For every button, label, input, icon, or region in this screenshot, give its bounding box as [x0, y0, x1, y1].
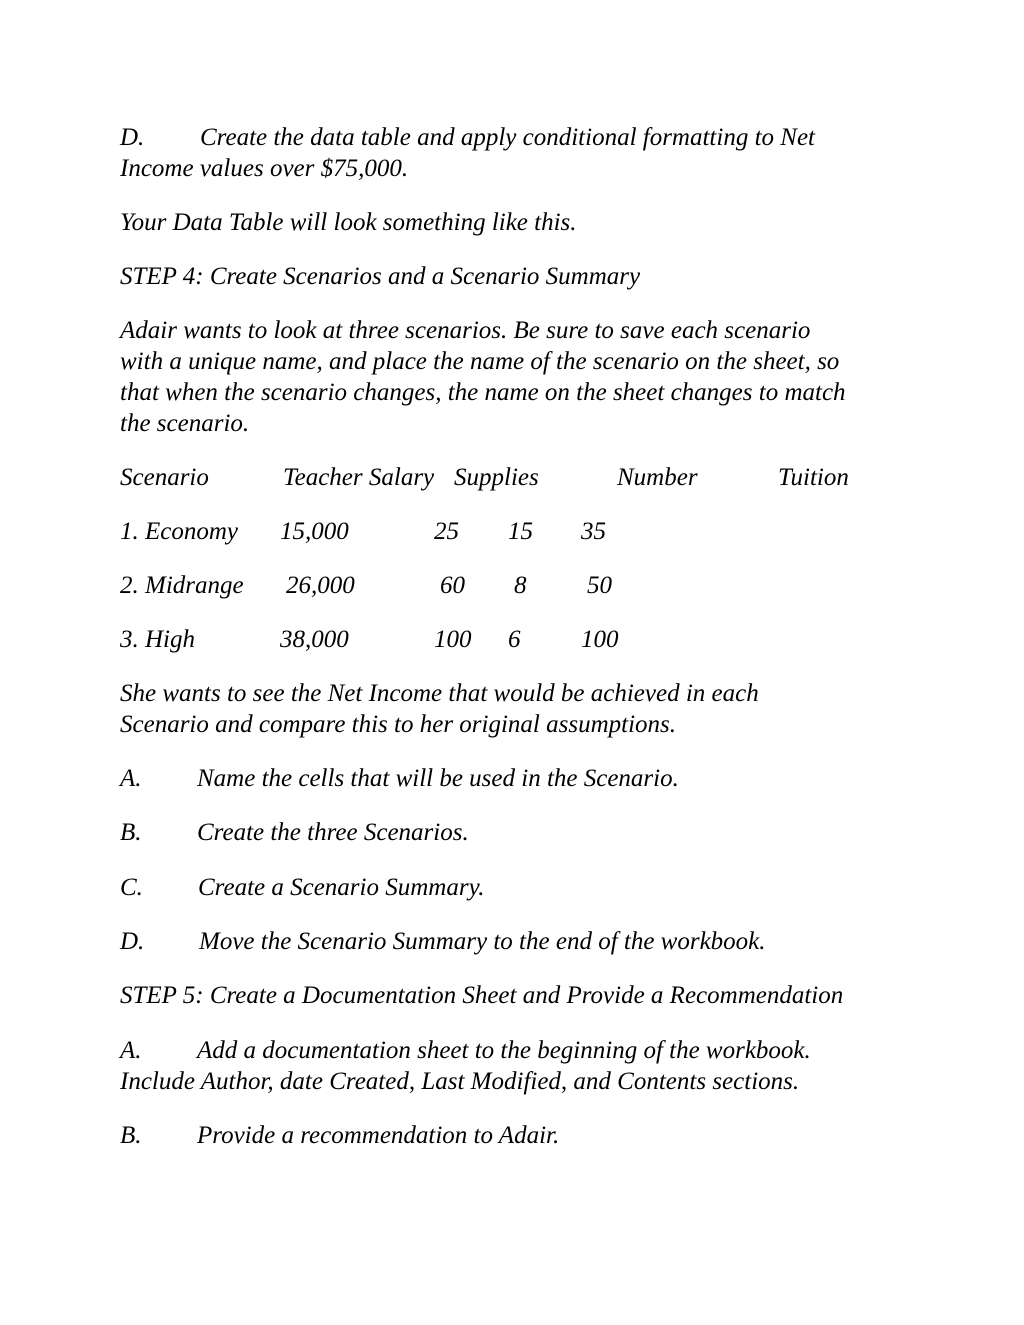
table-cell-supplies: 60 [440, 572, 465, 599]
table-header-teacher-salary: Teacher Salary [283, 464, 435, 491]
step5-item-b-text: Provide a recommendation to Adair. [197, 1122, 560, 1149]
step5-item-b-marker: B. [120, 1122, 142, 1149]
step4-follow-line: Scenario and compare this to her original assumptions. [120, 711, 677, 738]
step4-heading: STEP 4: Create Scenarios and a Scenario Summary [120, 263, 641, 290]
step4-item-c-text: Create a Scenario Summary. [198, 874, 485, 901]
table-cell-teacher-salary: 38,000 [280, 626, 349, 653]
step5-heading: STEP 5: Create a Documentation Sheet and Provide a Recommendation [120, 982, 844, 1009]
table-cell-scenario: 3. High [120, 626, 195, 653]
step5-item-a-text-line1: Add a documentation sheet to the beginning of the workbook. [197, 1037, 811, 1064]
table-header-supplies: Supplies [454, 464, 539, 491]
table-cell-scenario: 1. Economy [120, 518, 239, 545]
step4-item-d-text: Move the Scenario Summary to the end of the workbook. [199, 928, 766, 955]
step4-item-c-marker: C. [120, 874, 143, 901]
step4-follow-line: She wants to see the Net Income that would be achieved in each [120, 680, 759, 707]
table-cell-teacher-salary: 26,000 [286, 572, 355, 599]
step4-item-d-marker: D. [120, 928, 145, 955]
step4-item-b-text: Create the three Scenarios. [197, 819, 469, 846]
step4-intro-line: with a unique name, and place the name of the scenario on the sheet, so [120, 348, 840, 375]
step5-item-a-text-line2: Include Author, date Created, Last Modified, and Contents sections. [120, 1068, 800, 1095]
item-d-text-line2: Income values over $75,000. [120, 155, 409, 182]
table-cell-tuition: 100 [581, 626, 619, 653]
table-cell-number: 15 [508, 518, 533, 545]
step5-item-a-marker: A. [120, 1037, 142, 1064]
table-cell-number: 6 [508, 626, 521, 653]
item-d-text-line1: Create the data table and apply conditional formatting to Net [200, 124, 815, 151]
step4-item-b-marker: B. [120, 819, 142, 846]
step4-item-a-text: Name the cells that will be used in the Scenario. [197, 765, 679, 792]
table-cell-number: 8 [514, 572, 527, 599]
item-d-marker: D. [120, 124, 145, 151]
data-table-note: Your Data Table will look something like this. [120, 209, 577, 236]
step4-intro-line: Adair wants to look at three scenarios. Be sure to save each scenario [120, 317, 811, 344]
table-header-scenario: Scenario [120, 464, 209, 491]
step4-intro-line: the scenario. [120, 410, 250, 437]
table-header-number: Number [617, 464, 698, 491]
table-cell-supplies: 25 [434, 518, 459, 545]
step4-intro-line: that when the scenario changes, the name on the sheet changes to match [120, 379, 846, 406]
step4-item-a-marker: A. [120, 765, 142, 792]
table-cell-teacher-salary: 15,000 [280, 518, 349, 545]
table-cell-scenario: 2. Midrange [120, 572, 244, 599]
table-cell-supplies: 100 [434, 626, 472, 653]
table-cell-tuition: 35 [581, 518, 606, 545]
table-header-tuition: Tuition [778, 464, 849, 491]
table-cell-tuition: 50 [587, 572, 612, 599]
